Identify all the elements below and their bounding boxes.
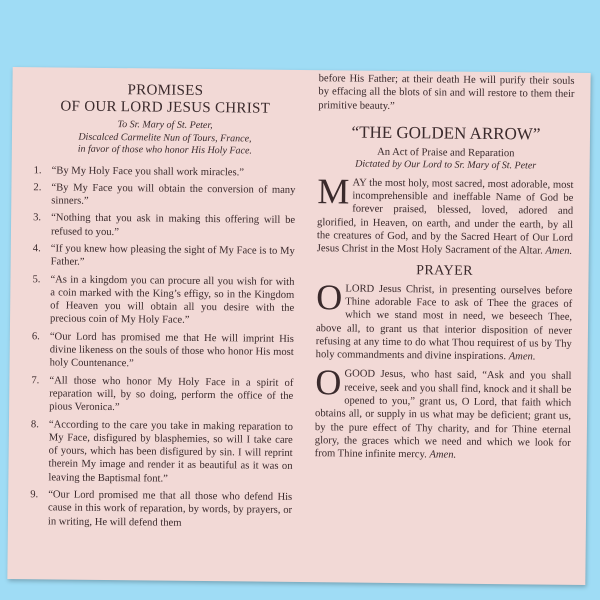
prayer2-dropcap: O: [315, 362, 342, 403]
promise-item: [30, 488, 292, 531]
promise-item: [30, 418, 293, 487]
promise-number: 6.: [31, 330, 40, 343]
promise-text: “Our Lord has promised me that He will imprint His divine likeness on the souls of those who honor His most holy Countenance.”: [49, 331, 294, 370]
amen-text: Amen.: [429, 449, 457, 461]
golden-arrow-dictated: Dictated by Our Lord to Sr. Mary of St. Peter: [355, 158, 537, 172]
promise-number: 1.: [33, 164, 42, 176]
promises-list: [30, 164, 296, 531]
promise-text: “All those who honor My Holy Face in a spirit of reparation will, by so doing, perform the office of the pious Veronica.”: [49, 375, 294, 414]
promise-number: 7.: [31, 374, 40, 386]
promise-number: 9.: [30, 489, 39, 501]
promise-number: 5.: [32, 273, 41, 285]
promises-subtitle: [34, 118, 296, 158]
golden-arrow-subtitle: An Act of Praise and Reparation: [377, 146, 515, 160]
promise-text: “If you knew how pleasing the sight of My Face is to My Father.”: [50, 243, 295, 269]
promise-text: “By My Face you will obtain the conversion of many sinners.”: [51, 182, 296, 207]
promise-number: 2.: [33, 182, 42, 194]
promise-item: [32, 330, 294, 373]
promise-item: [32, 273, 295, 329]
promises-title-line2: OF OUR LORD JESUS CHRIST: [60, 98, 271, 117]
amen-text: Amen.: [508, 351, 536, 363]
promise-continuation: before His Father; at their death He will purify their souls by effacing all the blots of sin and will restore to them their primitive beauty.”: [318, 73, 575, 112]
prayer1-body: LORD Jesus Christ, in presenting ourselves before Thine adorable Face to ask of Thee the graces of which we stand most in need, we beseech Thee, above all, to grant us that interior disposition of never refusing at any time to do what Thou requirest of us by Thy holy commandments and divine inspirations.: [315, 283, 573, 363]
golden-arrow-dropcap: M: [317, 171, 350, 212]
promises-column: [30, 81, 297, 535]
promise-number: 8.: [30, 418, 39, 430]
prayer-card: [7, 67, 590, 585]
prayer-paragraph-2: [314, 362, 572, 464]
promise-text: “Nothing that you ask in making this offering will be refused to you.”: [50, 212, 296, 238]
promises-title-line1: PROMISES: [127, 82, 204, 99]
golden-arrow-column: [315, 72, 575, 463]
promise-item: [33, 181, 295, 210]
subtitle-line2: Discalced Carmelite Nun of Tours, France,: [78, 131, 252, 144]
promise-text: “Our Lord promised me that all those who defend His cause in this work of reparation, by words, by prayers, or in writing, He will defend them: [47, 489, 293, 529]
promises-title: [34, 81, 296, 118]
promise-item: [33, 242, 295, 271]
golden-arrow-text: [316, 171, 574, 258]
prayer2-body: GOOD Jesus, who hast said, “Ask and you shall receive, seek and you shall find, knock and it shall be opened to you,” grant us, O Lord, that faith which obtains all, or supply in us what may be deficient; grant us, by the pure effect of Thy charity, and for Thine eternal glory, the graces which we need and which we look for from Thine infinite mercy.: [314, 368, 572, 461]
promise-text: “According to the care you take in making reparation to My Face, disfigured by blasphemies, so will I take care of yours, which has been disfigured by sin. I will reprint therein My image and render it as beautiful as it was on leaving the Baptismal font.”: [48, 418, 293, 485]
golden-arrow-title: “THE GOLDEN ARROW”: [351, 122, 541, 144]
prayer1-dropcap: O: [316, 276, 343, 318]
promise-text: “By My Holy Face you shall work miracles.”: [51, 164, 245, 178]
prayer-paragraph-1: [315, 276, 573, 364]
amen-text: Amen.: [545, 245, 573, 258]
prayer-title: PRAYER: [416, 262, 474, 279]
promise-item: [31, 374, 293, 417]
subtitle-line3: in favor of those who honor His Holy Face.: [77, 143, 252, 157]
promise-item: [34, 164, 296, 180]
promise-item: [33, 212, 295, 241]
promise-number: 4.: [32, 243, 41, 255]
golden-arrow-body: AY the most holy, most sacred, most adorable, most incomprehensible and ineffable Name of God be forever praised, blessed, loved, adored and glorified, in Heaven, on earth, and under the earth, by all the creatures of God, and by the Sacred Heart of Our Lord Jesus Christ in the Most Holy Sacrament of the Altar.: [316, 177, 574, 257]
subtitle-line1: To Sr. Mary of St. Peter,: [117, 119, 213, 132]
promise-text: “As in a kingdom you can procure all you wish for with a coin marked with the King’s effigy, so in the Kingdom of Heaven you will obtain all you desire with the precious coin of My Holy Face.”: [49, 273, 295, 327]
promise-number: 3.: [33, 212, 42, 224]
